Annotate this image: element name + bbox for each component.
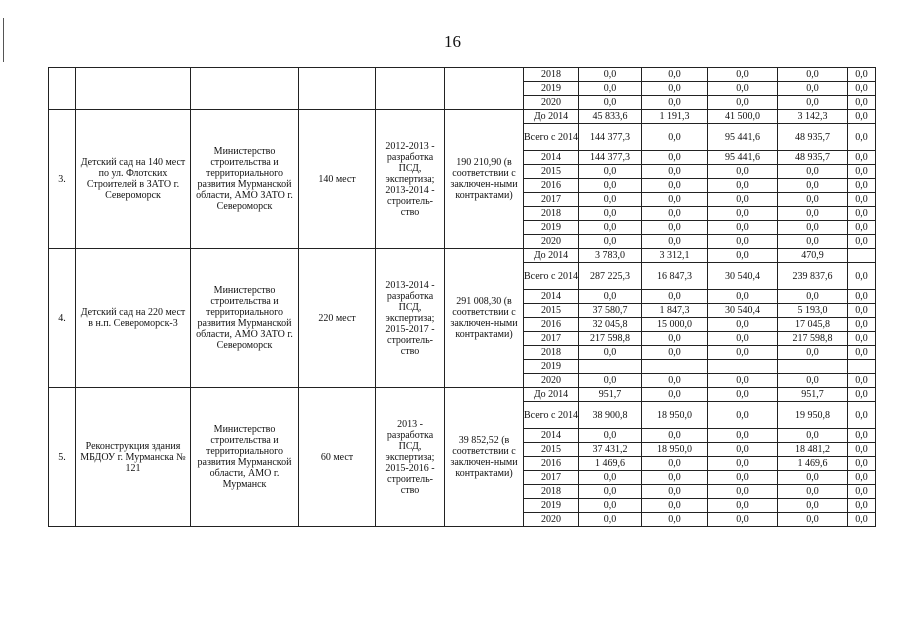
value-reg-cell: 41 500,0 — [708, 110, 778, 124]
item-number — [49, 68, 76, 110]
value-extra-cell: 0,0 — [848, 402, 876, 429]
value-fed-cell: 0,0 — [642, 429, 708, 443]
value-reg-cell: 0,0 — [708, 193, 778, 207]
value-extra-cell: 0,0 — [848, 513, 876, 527]
estimated-cost — [445, 68, 524, 110]
value-extra-cell: 0,0 — [848, 499, 876, 513]
year-cell: До 2014 — [524, 388, 579, 402]
value-extra-cell: 0,0 — [848, 179, 876, 193]
value-mun-cell: 0,0 — [778, 96, 848, 110]
value-mun-cell: 0,0 — [778, 179, 848, 193]
value-fed-cell: 0,0 — [642, 207, 708, 221]
year-cell: 2014 — [524, 290, 579, 304]
value-total-cell: 0,0 — [579, 68, 642, 82]
period: 2013-2014 - разработка ПСД, экспертиза; 2015-2017 - строитель-ство — [376, 249, 445, 388]
value-reg-cell: 0,0 — [708, 513, 778, 527]
year-cell: 2016 — [524, 457, 579, 471]
year-cell: 2020 — [524, 513, 579, 527]
value-mun-cell: 0,0 — [778, 290, 848, 304]
value-extra-cell: 0,0 — [848, 346, 876, 360]
value-fed-cell: 0,0 — [642, 179, 708, 193]
year-cell: 2019 — [524, 360, 579, 374]
value-mun-cell: 951,7 — [778, 388, 848, 402]
capacity: 140 мест — [299, 110, 376, 249]
value-mun-cell: 48 935,7 — [778, 124, 848, 151]
item-number: 5. — [49, 388, 76, 527]
value-reg-cell: 0,0 — [708, 207, 778, 221]
year-cell: 2015 — [524, 304, 579, 318]
item-number: 3. — [49, 110, 76, 249]
value-fed-cell: 0,0 — [642, 165, 708, 179]
value-mun-cell: 3 142,3 — [778, 110, 848, 124]
year-cell: 2014 — [524, 151, 579, 165]
table-row — [49, 68, 876, 82]
year-cell: 2017 — [524, 332, 579, 346]
value-total-cell: 287 225,3 — [579, 263, 642, 290]
value-mun-cell: 0,0 — [778, 165, 848, 179]
value-reg-cell: 0,0 — [708, 96, 778, 110]
value-extra-cell: 0,0 — [848, 457, 876, 471]
value-total-cell: 0,0 — [579, 193, 642, 207]
year-cell: Всего с 2014 — [524, 402, 579, 429]
value-fed-cell: 0,0 — [642, 513, 708, 527]
value-total-cell: 0,0 — [579, 179, 642, 193]
value-total-cell: 951,7 — [579, 388, 642, 402]
value-total-cell: 1 469,6 — [579, 457, 642, 471]
value-fed-cell: 16 847,3 — [642, 263, 708, 290]
value-mun-cell: 0,0 — [778, 82, 848, 96]
value-mun-cell: 18 481,2 — [778, 443, 848, 457]
value-mun-cell: 1 469,6 — [778, 457, 848, 471]
value-extra-cell: 0,0 — [848, 124, 876, 151]
value-fed-cell: 0,0 — [642, 151, 708, 165]
value-fed-cell: 15 000,0 — [642, 318, 708, 332]
customer — [191, 68, 299, 110]
item-number: 4. — [49, 249, 76, 388]
year-cell: 2018 — [524, 485, 579, 499]
value-fed-cell: 1 847,3 — [642, 304, 708, 318]
value-total-cell: 0,0 — [579, 346, 642, 360]
value-mun-cell: 0,0 — [778, 429, 848, 443]
value-fed-cell: 1 191,3 — [642, 110, 708, 124]
value-fed-cell: 0,0 — [642, 346, 708, 360]
estimated-cost: 39 852,52 (в соответствии с заключен-ными контрактами) — [445, 388, 524, 527]
value-reg-cell: 0,0 — [708, 68, 778, 82]
value-mun-cell: 0,0 — [778, 471, 848, 485]
value-reg-cell: 0,0 — [708, 318, 778, 332]
value-mun-cell: 0,0 — [778, 193, 848, 207]
year-cell: До 2014 — [524, 110, 579, 124]
value-extra-cell: 0,0 — [848, 304, 876, 318]
value-mun-cell: 0,0 — [778, 485, 848, 499]
year-cell: 2014 — [524, 429, 579, 443]
value-mun-cell: 0,0 — [778, 346, 848, 360]
value-mun-cell: 0,0 — [778, 207, 848, 221]
value-mun-cell — [778, 360, 848, 374]
value-extra-cell: 0,0 — [848, 485, 876, 499]
value-reg-cell: 0,0 — [708, 346, 778, 360]
value-mun-cell: 0,0 — [778, 499, 848, 513]
value-mun-cell: 0,0 — [778, 374, 848, 388]
table-row — [49, 388, 876, 402]
value-total-cell: 0,0 — [579, 221, 642, 235]
value-fed-cell: 0,0 — [642, 374, 708, 388]
value-total-cell: 0,0 — [579, 499, 642, 513]
value-extra-cell: 0,0 — [848, 221, 876, 235]
value-fed-cell: 0,0 — [642, 221, 708, 235]
year-cell: 2016 — [524, 179, 579, 193]
value-total-cell: 32 045,8 — [579, 318, 642, 332]
year-cell: 2017 — [524, 193, 579, 207]
value-reg-cell: 30 540,4 — [708, 263, 778, 290]
value-extra-cell: 0,0 — [848, 471, 876, 485]
year-cell: Всего с 2014 — [524, 263, 579, 290]
year-cell: 2018 — [524, 68, 579, 82]
value-mun-cell: 0,0 — [778, 235, 848, 249]
value-reg-cell: 0,0 — [708, 374, 778, 388]
value-mun-cell: 19 950,8 — [778, 402, 848, 429]
value-total-cell — [579, 360, 642, 374]
value-reg-cell: 30 540,4 — [708, 304, 778, 318]
year-cell: 2020 — [524, 235, 579, 249]
value-total-cell: 0,0 — [579, 290, 642, 304]
value-extra-cell: 0,0 — [848, 110, 876, 124]
value-total-cell: 0,0 — [579, 165, 642, 179]
value-total-cell: 0,0 — [579, 82, 642, 96]
value-reg-cell: 0,0 — [708, 485, 778, 499]
value-reg-cell: 0,0 — [708, 332, 778, 346]
value-mun-cell: 48 935,7 — [778, 151, 848, 165]
value-mun-cell: 5 193,0 — [778, 304, 848, 318]
value-reg-cell: 0,0 — [708, 290, 778, 304]
value-extra-cell: 0,0 — [848, 68, 876, 82]
value-extra-cell: 0,0 — [848, 263, 876, 290]
customer: Министерство строительства и территориального развития Мурманской области, АМО ЗАТО г. Североморск — [191, 249, 299, 388]
value-fed-cell: 18 950,0 — [642, 402, 708, 429]
value-total-cell: 0,0 — [579, 429, 642, 443]
value-reg-cell — [708, 360, 778, 374]
object-name: Детский сад на 220 мест в н.п. Североморск-3 — [76, 249, 191, 388]
customer: Министерство строительства и территориального развития Мурманской области, АМО г. Мурманск — [191, 388, 299, 527]
value-reg-cell: 0,0 — [708, 221, 778, 235]
year-cell: 2016 — [524, 318, 579, 332]
value-extra-cell: 0,0 — [848, 374, 876, 388]
value-extra-cell: 0,0 — [848, 290, 876, 304]
value-extra-cell: 0,0 — [848, 235, 876, 249]
value-extra-cell: 0,0 — [848, 96, 876, 110]
value-fed-cell: 3 312,1 — [642, 249, 708, 263]
value-mun-cell: 470,9 — [778, 249, 848, 263]
value-extra-cell: 0,0 — [848, 82, 876, 96]
value-fed-cell: 0,0 — [642, 388, 708, 402]
object-name: Детский сад на 140 мест по ул. Флотских Строителей в ЗАТО г. Североморск — [76, 110, 191, 249]
object-name — [76, 68, 191, 110]
value-fed-cell: 18 950,0 — [642, 443, 708, 457]
table-row — [49, 110, 876, 124]
year-cell: 2020 — [524, 374, 579, 388]
value-total-cell: 144 377,3 — [579, 151, 642, 165]
value-reg-cell: 0,0 — [708, 429, 778, 443]
value-fed-cell: 0,0 — [642, 82, 708, 96]
year-cell: 2015 — [524, 443, 579, 457]
value-extra-cell: 0,0 — [848, 443, 876, 457]
value-fed-cell: 0,0 — [642, 485, 708, 499]
value-fed-cell: 0,0 — [642, 193, 708, 207]
value-fed-cell: 0,0 — [642, 499, 708, 513]
value-total-cell: 0,0 — [579, 485, 642, 499]
capacity: 60 мест — [299, 388, 376, 527]
value-extra-cell: 0,0 — [848, 193, 876, 207]
period: 2012-2013 - разработка ПСД, экспертиза; 2013-2014 - строитель-ство — [376, 110, 445, 249]
value-total-cell: 217 598,8 — [579, 332, 642, 346]
value-mun-cell: 17 045,8 — [778, 318, 848, 332]
value-reg-cell: 0,0 — [708, 388, 778, 402]
value-mun-cell: 0,0 — [778, 221, 848, 235]
value-extra-cell: 0,0 — [848, 332, 876, 346]
page-number: 16 — [444, 32, 461, 51]
period: 2013 - разработка ПСД, экспертиза; 2015-2016 - строитель-ство — [376, 388, 445, 527]
value-total-cell: 37 431,2 — [579, 443, 642, 457]
value-total-cell: 0,0 — [579, 513, 642, 527]
value-total-cell: 0,0 — [579, 207, 642, 221]
value-reg-cell: 0,0 — [708, 249, 778, 263]
value-mun-cell: 0,0 — [778, 513, 848, 527]
value-fed-cell: 0,0 — [642, 457, 708, 471]
value-fed-cell: 0,0 — [642, 290, 708, 304]
value-extra-cell: 0,0 — [848, 207, 876, 221]
value-total-cell: 0,0 — [579, 96, 642, 110]
value-total-cell: 0,0 — [579, 471, 642, 485]
value-fed-cell: 0,0 — [642, 68, 708, 82]
value-fed-cell: 0,0 — [642, 332, 708, 346]
value-total-cell: 3 783,0 — [579, 249, 642, 263]
value-extra-cell: 0,0 — [848, 318, 876, 332]
year-cell: 2018 — [524, 346, 579, 360]
value-extra-cell: 0,0 — [848, 151, 876, 165]
value-total-cell: 0,0 — [579, 374, 642, 388]
value-total-cell: 45 833,6 — [579, 110, 642, 124]
value-reg-cell: 95 441,6 — [708, 151, 778, 165]
value-reg-cell: 0,0 — [708, 179, 778, 193]
value-fed-cell: 0,0 — [642, 124, 708, 151]
value-reg-cell: 0,0 — [708, 235, 778, 249]
value-total-cell: 38 900,8 — [579, 402, 642, 429]
period — [376, 68, 445, 110]
year-cell: 2017 — [524, 471, 579, 485]
customer: Министерство строительства и территориального развития Мурманской области, АМО ЗАТО г. Североморск — [191, 110, 299, 249]
year-cell: 2019 — [524, 82, 579, 96]
year-cell: 2019 — [524, 499, 579, 513]
value-extra-cell: 0,0 — [848, 165, 876, 179]
value-extra-cell: 0,0 — [848, 388, 876, 402]
value-fed-cell: 0,0 — [642, 96, 708, 110]
estimated-cost: 190 210,90 (в соответствии с заключен-ными контрактами) — [445, 110, 524, 249]
value-fed-cell — [642, 360, 708, 374]
year-cell: 2015 — [524, 165, 579, 179]
capacity — [299, 68, 376, 110]
value-reg-cell: 0,0 — [708, 499, 778, 513]
value-extra-cell — [848, 249, 876, 263]
value-mun-cell: 217 598,8 — [778, 332, 848, 346]
table-row — [49, 249, 876, 263]
year-cell: До 2014 — [524, 249, 579, 263]
year-cell: Всего с 2014 — [524, 124, 579, 151]
object-name: Реконструкция здания МБДОУ г. Мурманска № 121 — [76, 388, 191, 527]
year-cell: 2018 — [524, 207, 579, 221]
year-cell: 2019 — [524, 221, 579, 235]
value-reg-cell: 0,0 — [708, 82, 778, 96]
value-fed-cell: 0,0 — [642, 471, 708, 485]
value-total-cell: 144 377,3 — [579, 124, 642, 151]
value-extra-cell — [848, 360, 876, 374]
value-mun-cell: 0,0 — [778, 68, 848, 82]
value-extra-cell: 0,0 — [848, 429, 876, 443]
estimated-cost: 291 008,30 (в соответствии с заключен-ными контрактами) — [445, 249, 524, 388]
value-reg-cell: 0,0 — [708, 165, 778, 179]
value-reg-cell: 95 441,6 — [708, 124, 778, 151]
value-mun-cell: 239 837,6 — [778, 263, 848, 290]
value-total-cell: 37 580,7 — [579, 304, 642, 318]
value-fed-cell: 0,0 — [642, 235, 708, 249]
value-reg-cell: 0,0 — [708, 457, 778, 471]
program-table — [48, 67, 876, 527]
value-total-cell: 0,0 — [579, 235, 642, 249]
year-cell: 2020 — [524, 96, 579, 110]
value-reg-cell: 0,0 — [708, 443, 778, 457]
value-reg-cell: 0,0 — [708, 402, 778, 429]
capacity: 220 мест — [299, 249, 376, 388]
value-reg-cell: 0,0 — [708, 471, 778, 485]
